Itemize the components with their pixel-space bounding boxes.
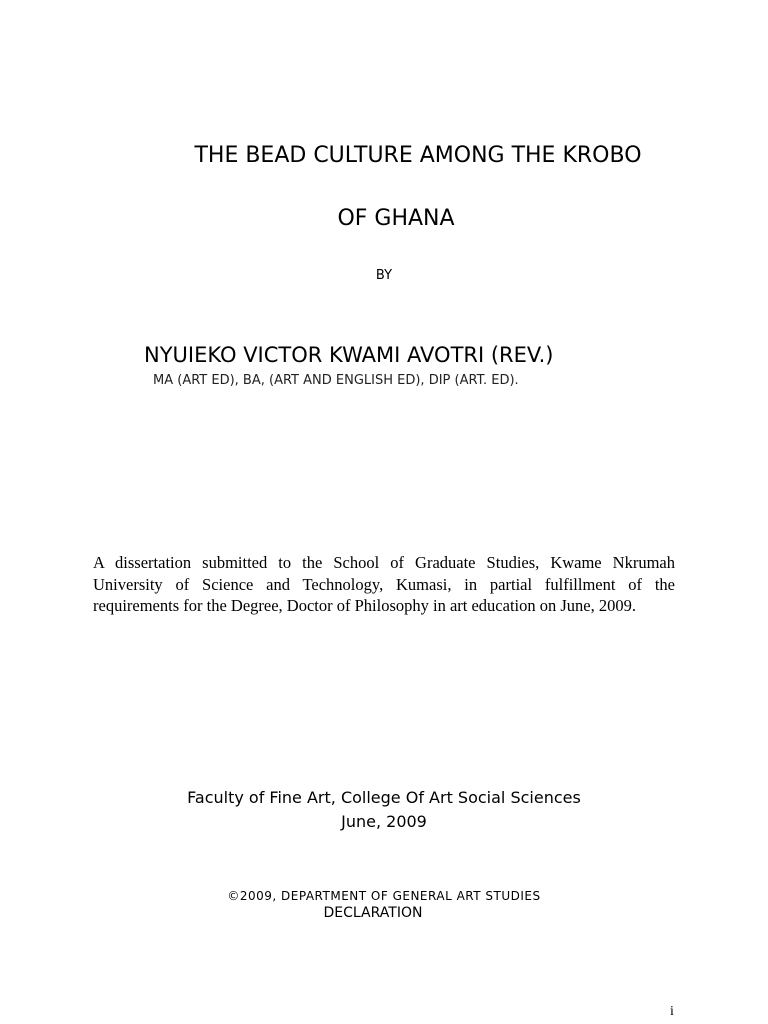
dissertation-statement: A dissertation submitted to the School of Graduate Studies, Kwame Nkrumah University of Science and Technology, Kumasi, in partial fulfillment of the requirements for the Degree, Doctor of Philosophy in art education on June, 2009. — [93, 553, 675, 615]
page-number: i — [670, 1004, 674, 1019]
author-name: NYUIEKO VICTOR KWAMI AVOTRI (REV.) — [144, 343, 554, 367]
title-line-2: OF GHANA — [337, 206, 455, 231]
submission-date: June, 2009 — [341, 812, 427, 831]
faculty-name: Faculty of Fine Art, College Of Art Social Sciences — [187, 788, 581, 807]
declaration-heading: DECLARATION — [323, 905, 423, 921]
copyright-notice: ©2009, DEPARTMENT OF GENERAL ART STUDIES — [227, 889, 541, 903]
title-line-1: THE BEAD CULTURE AMONG THE KROBO — [194, 143, 642, 168]
author-degrees: MA (ART ED), BA, (ART AND ENGLISH ED), DIP (ART. ED). — [153, 373, 519, 388]
by-label: BY — [375, 268, 393, 283]
